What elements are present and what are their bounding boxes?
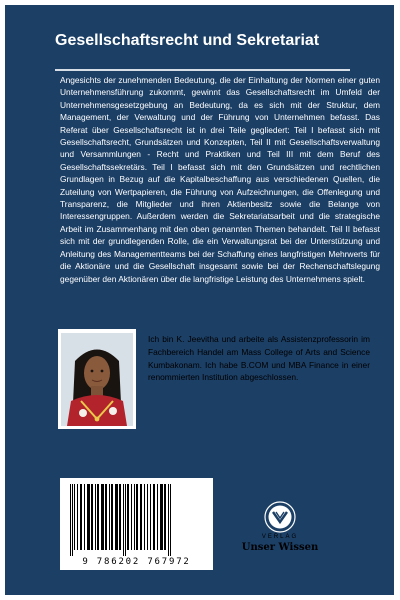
barcode-bar xyxy=(119,484,121,550)
publisher-logo xyxy=(230,500,330,580)
barcode-bar xyxy=(109,484,110,550)
isbn-barcode-box xyxy=(60,478,213,570)
barcode-bar xyxy=(87,484,90,550)
barcode-bar xyxy=(147,484,148,550)
barcode-bar xyxy=(140,484,142,550)
barcode-bar xyxy=(157,484,158,550)
barcode-bar xyxy=(97,484,99,550)
barcode-bar xyxy=(74,484,75,550)
barcode-bar xyxy=(164,484,166,550)
barcode-bar xyxy=(134,484,135,550)
barcode-bar xyxy=(77,484,78,550)
barcode-bar xyxy=(153,484,155,550)
book-blurb: Angesichts der zunehmenden Bedeutung, die der Einhaltung der Normen einer guten Unternehmensführung zukommt, gewinnt das Gesellschaftsrecht im Umfeld der Unternehmensgesetzgebung an Bedeutung, da es sich mit der Struktur, dem Management, der Verwaltung und der Führung von Unternehmen befasst. Das Referat über Gesellschaftsrecht ist in drei Teile gegliedert: Teil I befasst sich mit Gesellschaftsrecht, Grundsätzen und Konzepten, Teil II mit Gesellschaftsverwaltung und Versammlungen - Recht und Praktiken und Teil III mit dem Beruf des Gesellschaftssekretärs. Teil I befasst sich mit den Grundsätzen und rechtlichen Grundlagen in Bezug auf die Kapitalbeschaffung aus verschiedenen Quellen, die Zuteilung von Wertpapieren, die Führung von Aufzeichnungen, die Offenlegung und Transparenz, die Mitglieder und ihren Aktienbesitz sowie die Belange von Interessengruppen. Außerdem werden die Sekretariatsarbeit und die strategische Arbeit im Zusammenhang mit den oben genannten Themen behandelt. Teil II befasst sich mit der grundlegenden Rolle, die ein Verwaltungsrat bei der Unterstützung und Anleitung des Managementteams bei der Schaffung eines langfristigen Mehrwerts für die Aktionäre und die Gesellschaft insgesamt sowie bei der Rechenschaftslegung gegenüber den Aktionären über die langfristige Leistung des Unternehmens spielt. xyxy=(60,75,380,284)
barcode-bar xyxy=(150,484,151,550)
barcode-bar xyxy=(170,484,171,556)
barcode-bar xyxy=(168,484,169,556)
barcode-bar xyxy=(111,484,113,550)
barcode-bar xyxy=(125,484,126,556)
barcode-bar xyxy=(131,484,132,550)
publisher-name: Unser Wissen xyxy=(241,542,319,553)
barcode-bar xyxy=(70,484,71,556)
barcode-bar xyxy=(123,484,124,556)
barcode-bar xyxy=(144,484,145,550)
isbn-digits: 9 786202 767972 xyxy=(82,557,191,567)
barcode-bar xyxy=(101,484,104,550)
barcode-icon xyxy=(66,484,207,556)
barcode-bar xyxy=(105,484,107,550)
barcode-bar xyxy=(72,484,73,556)
author-bio: Ich bin K. Jeevitha und arbeite als Assistenzprofessorin im Fachbereich Handel am Mass College of Arts and Science Kumbakonam. Ich habe B.COM und MBA Finance in einer renommierten Institution abgeschlossen. xyxy=(148,334,370,383)
barcode-bar xyxy=(115,484,118,550)
publisher-verlag-label: VERLAG xyxy=(261,534,299,540)
barcode-bar xyxy=(84,484,85,550)
barcode-bar xyxy=(95,484,96,550)
barcode-bar xyxy=(127,484,129,550)
title-divider xyxy=(55,69,350,71)
barcode-bar xyxy=(160,484,163,550)
barcode-bar xyxy=(91,484,93,550)
book-title: Gesellschaftsrecht und Sekretariat xyxy=(55,32,320,49)
barcode-bar xyxy=(136,484,138,550)
author-portrait-icon xyxy=(61,333,133,426)
author-photo xyxy=(61,333,133,426)
barcode-bar xyxy=(80,484,82,550)
publisher-emblem-icon xyxy=(230,500,330,534)
